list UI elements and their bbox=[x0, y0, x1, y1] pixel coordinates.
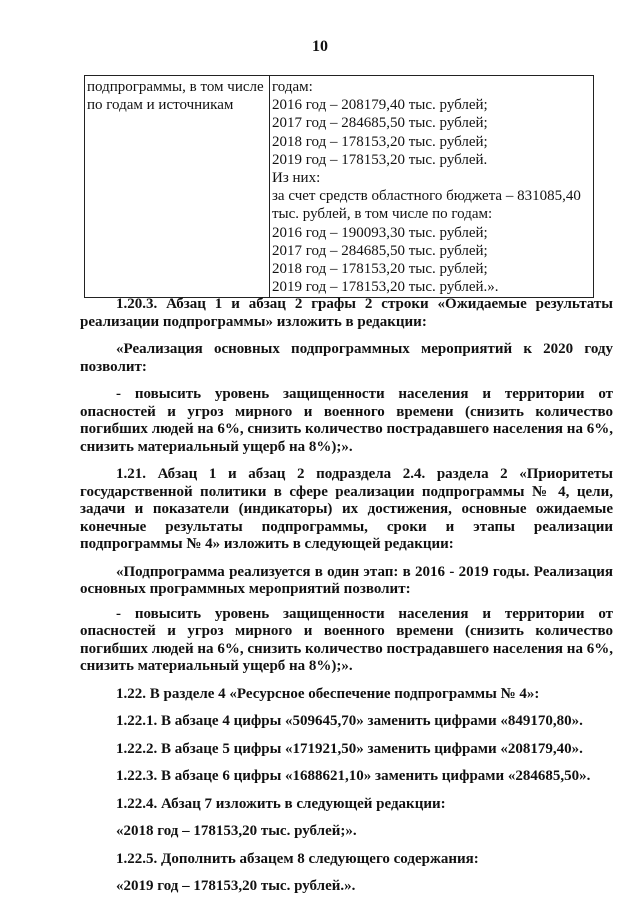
table-value-line: 2018 год – 178153,20 тыс. рублей; bbox=[272, 261, 488, 278]
table-value-line: 2016 год – 208179,40 тыс. рублей; bbox=[272, 97, 488, 114]
paragraph-list-item: - повысить уровень защищенности населения и территории от опасностей и угроз мирного и военного времени (снизить количество погибших людей на 6%, снизить количество пострадавшего населения на 6%, снизить материальный ущерб на 8%);». bbox=[80, 605, 613, 674]
table-value-line: тыс. рублей, в том числе по годам: bbox=[272, 206, 493, 223]
table-label-line: по годам и источникам bbox=[87, 97, 234, 114]
table-value-line: за счет средств областного бюджета – 831085,40 bbox=[272, 188, 581, 205]
table-label-line: подпрограммы, в том числе bbox=[87, 79, 264, 95]
paragraph-1-22-1: 1.22.1. В абзаце 4 цифры «509645,70» заменить цифрами «849170,80». bbox=[116, 713, 583, 729]
paragraph-1-22: 1.22. В разделе 4 «Ресурсное обеспечение подпрограммы № 4»: bbox=[116, 685, 540, 702]
table-cell-label bbox=[85, 76, 270, 298]
page-number: 10 bbox=[312, 38, 328, 55]
paragraph-1-22-4: 1.22.4. Абзац 7 изложить в следующей редакции: bbox=[116, 795, 446, 812]
table-value-line: 2017 год – 284685,50 тыс. рублей; bbox=[272, 242, 488, 259]
paragraph-quote-stage: «Подпрограмма реализуется в один этап: в 2016 - 2019 годы. Реализация основных программных мероприятий позволит: bbox=[80, 563, 613, 597]
paragraph-1-22-5: 1.22.5. Дополнить абзацем 8 следующего содержания: bbox=[116, 850, 479, 867]
table-value-line: 2018 год – 178153,20 тыс. рублей; bbox=[272, 133, 488, 150]
table-value-line: 2016 год – 190093,30 тыс. рублей; bbox=[272, 224, 488, 241]
paragraph-quote-2019: «2019 год – 178153,20 тыс. рублей.». bbox=[116, 878, 356, 894]
paragraph-1-22-3: 1.22.3. В абзаце 6 цифры «1688621,10» заменить цифрами «284685,50». bbox=[116, 768, 591, 784]
paragraph-list-item: - повысить уровень защищенности населения и территории от опасностей и угроз мирного и военного времени (снизить количество погибших людей на 6%, снизить количество пострадавшего населения на 6%, снизить материальный ущерб на 8%);». bbox=[80, 386, 613, 455]
table-value-line: 2019 год – 178153,20 тыс. рублей. bbox=[272, 151, 488, 168]
paragraph-1-21: 1.21. Абзац 1 и абзац 2 подраздела 2.4. раздела 2 «Приоритеты государственной политики в сфере реализации подпрограммы № 4, цели, задачи и показатели (индикаторы) их достижения, основные ожидаемые конечные результаты подпрограммы, сроки и этапы реализации подпрограммы № 4» изложить в следующей редакции: bbox=[80, 466, 613, 552]
paragraph-quote-2018: «2018 год – 178153,20 тыс. рублей;». bbox=[116, 823, 357, 839]
table-row bbox=[85, 76, 594, 298]
table-value-line: 2019 год – 178153,20 тыс. рублей.». bbox=[272, 279, 499, 296]
funding-table bbox=[84, 75, 594, 298]
table-cell-value bbox=[270, 76, 594, 298]
paragraph-1-20-3: 1.20.3. Абзац 1 и абзац 2 графы 2 строки «Ожидаемые результаты реализации подпрограммы» изложить в редакции: bbox=[80, 296, 613, 330]
paragraph-quote-results: «Реализация основных подпрограммных мероприятий к 2020 году позволит: bbox=[80, 341, 613, 375]
table-value-line: 2017 год – 284685,50 тыс. рублей; bbox=[272, 115, 488, 132]
table-value-line: годам: bbox=[272, 79, 313, 95]
document-body bbox=[80, 296, 613, 896]
table-value-line: Из них: bbox=[272, 170, 321, 187]
paragraph-1-22-2: 1.22.2. В абзаце 5 цифры «171921,50» заменить цифрами «208179,40». bbox=[116, 740, 583, 757]
